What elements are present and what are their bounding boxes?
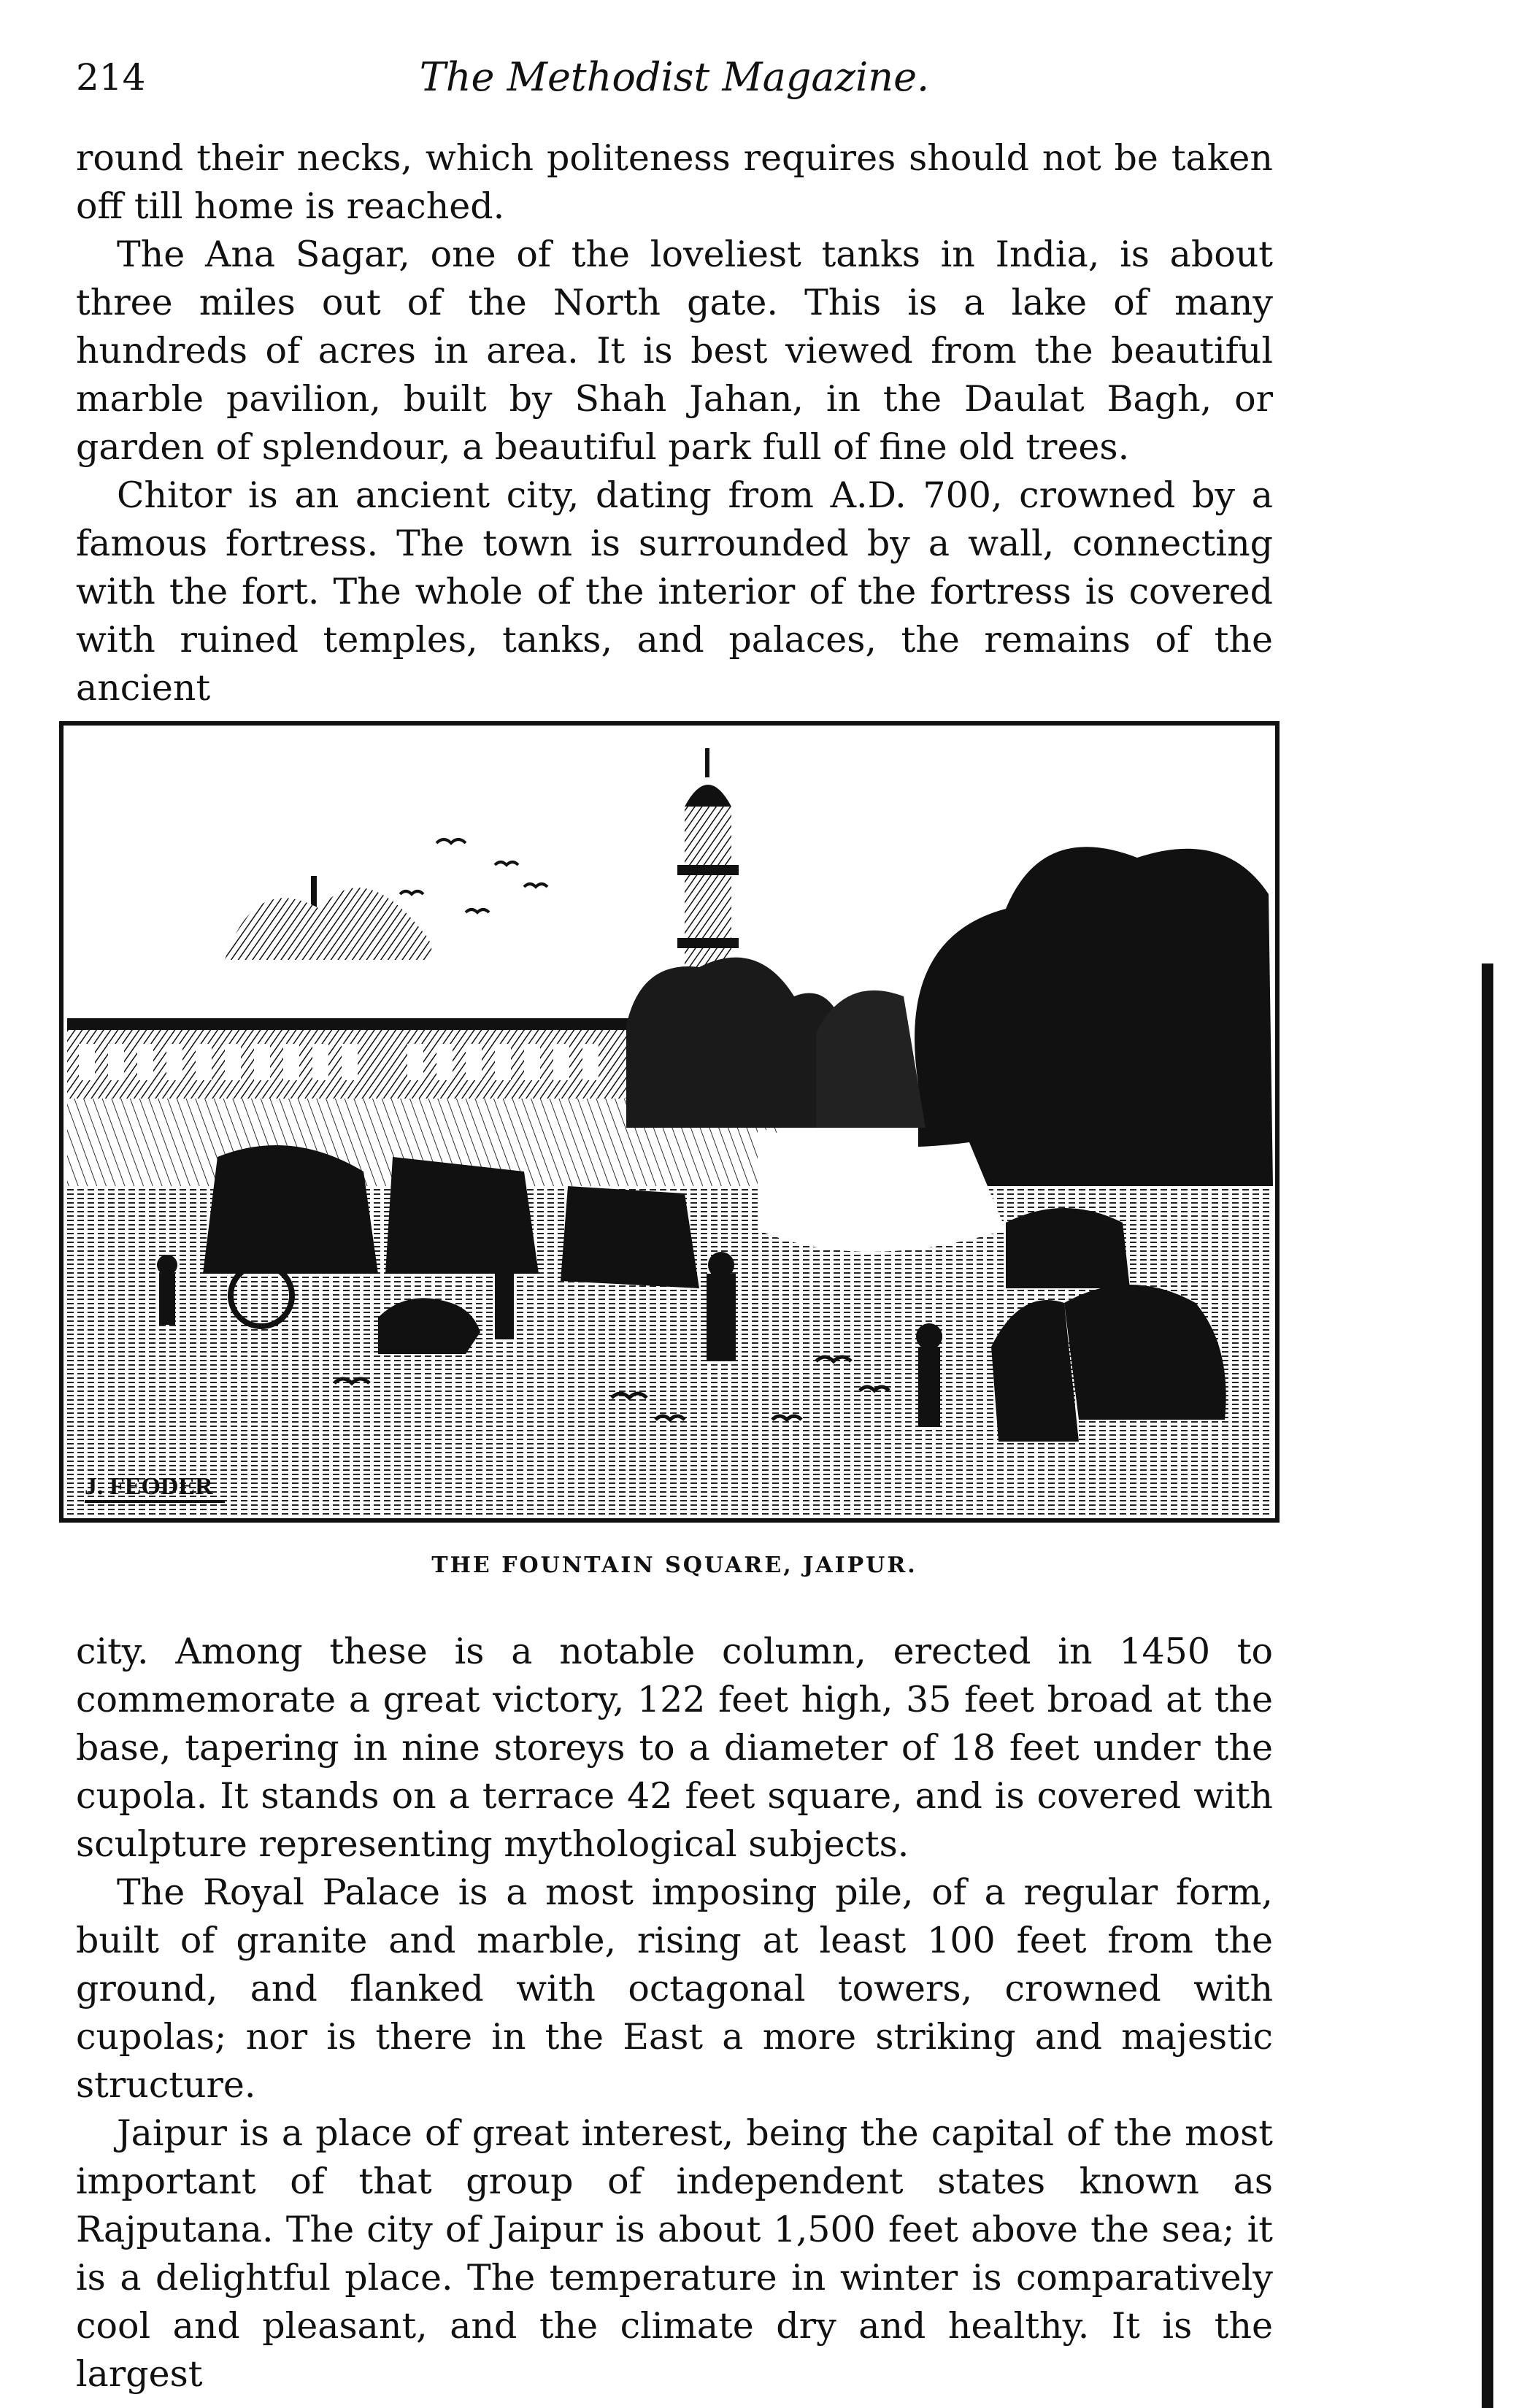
page-number: 214 (76, 56, 146, 99)
engraving-illustration (57, 719, 1282, 1525)
engraving-svg (57, 719, 1282, 1525)
figure-caption: THE FOUNTAIN SQUARE, JAIPUR. (431, 1553, 917, 1578)
paragraph: round their necks, which politeness requires should not be taken off till home is reached. (76, 137, 1273, 227)
paragraph: Jaipur is a place of great interest, being the capital of the most important of that group of independent states known as Rajputana. The city of Jaipur is about 1,500 feet above the sea; it is a delightful place. The temperature in winter is comparatively cool and pleasant, and the climate dry and healthy. It is the largest (76, 2112, 1273, 2395)
page-header (76, 48, 1273, 107)
text-block-top (76, 134, 1273, 712)
paragraph: The Royal Palace is a most imposing pile, of a regular form, built of granite and marble, rising at least 100 feet from the ground, and flanked with octagonal towers, crowned with cupolas; nor is there in the East a more striking and majestic structure. (76, 1872, 1273, 2106)
paragraph: Chitor is an ancient city, dating from A.D. 700, crowned by a famous fortress. The town is surrounded by a wall, connecting with the fort. The whole of the interior of the fortress is covered with ruined temples, tanks, and palaces, the remains of the ancient (76, 474, 1273, 709)
paragraph: city. Among these is a notable column, erected in 1450 to commemorate a great victory, 122 feet high, 35 feet broad at the base, tapering in nine storeys to a diameter of 18 feet under the cupola. It stands on a terrace 42 feet square, and is covered with sculpture representing mythological subjects. (76, 1631, 1273, 1865)
scan-edge-bar (1482, 963, 1493, 2408)
text-block-bottom (76, 1628, 1273, 2399)
running-title: The Methodist Magazine. (419, 54, 930, 100)
paragraph: The Ana Sagar, one of the loveliest tanks in India, is about three miles out of the North gate. This is a lake of many hundreds of acres in area. It is best viewed from the beautiful marble pavilion, built by Shah Jahan, in the Daulat Bagh, or garden of splendour, a beautiful park full of fine old trees. (76, 234, 1273, 468)
artist-signature: J. FEODER (85, 1473, 213, 1500)
